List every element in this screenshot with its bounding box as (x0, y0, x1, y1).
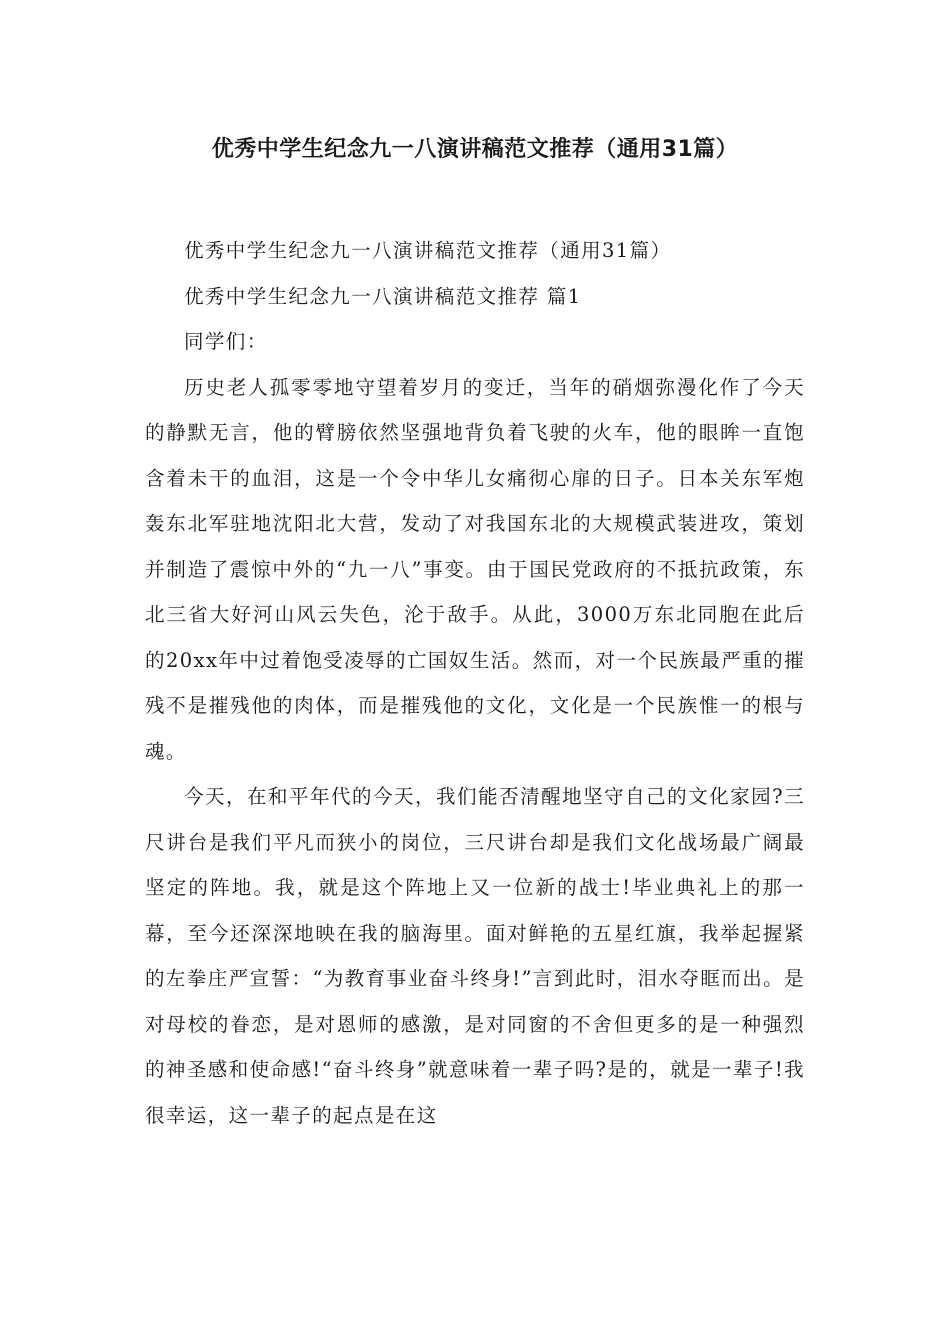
section-heading: 优秀中学生纪念九一八演讲稿范文推荐 篇1 (184, 284, 582, 308)
document-title: 优秀中学生纪念九一八演讲稿范文推荐（通用31篇） (211, 137, 739, 162)
subtitle-paragraph: 优秀中学生纪念九一八演讲稿范文推荐（通用31篇） (184, 239, 672, 262)
body-paragraph: 今天，在和平年代的今天，我们能否清醒地坚守自己的文化家园?三尺讲台是我们平凡而狭小的岗位，三尺讲台却是我们文化战场最广阔最坚定的阵地。我，就是这个阵地上又一位新的战士!毕业典礼上的那一幕，至今还深深地映在我的脑海里。面对鲜艳的五星红旗，我举起握紧的左拳庄严宣誓：“为教育事业奋斗终身!”言到此时，泪水夺眶而出。是对母校的眷恋，是对恩师的感激，是对同窗的不舍但更多的是一种强烈的神圣感和使命感!“奋斗终身”就意味着一辈子吗?是的，就是一辈子!我很幸运，这一辈子的起点是在这 (145, 785, 805, 1127)
body-paragraph: 历史老人孤零零地守望着岁月的变迁，当年的硝烟弥漫化作了今天的静默无言，他的臂膀依然坚强地背负着飞驶的火车，他的眼眸一直饱含着未干的血泪，这是一个令中华儿女痛彻心扉的日子。日本关东军炮轰东北军驻地沈阳北大营，发动了对我国东北的大规模武装进攻，策划并制造了震惊中外的“九一八”事变。由于国民党政府的不抵抗政策，东北三省大好河山风云失色，沦于敌手。从此，3000万东北同胞在此后的20xx年中过着饱受凌辱的亡国奴生活。然而，对一个民族最严重的摧残不是摧残他的肉体，而是摧残他的文化，文化是一个民族惟一的根与魂。 (145, 375, 805, 763)
document-body (145, 228, 805, 1138)
salutation: 同学们： (184, 330, 268, 353)
